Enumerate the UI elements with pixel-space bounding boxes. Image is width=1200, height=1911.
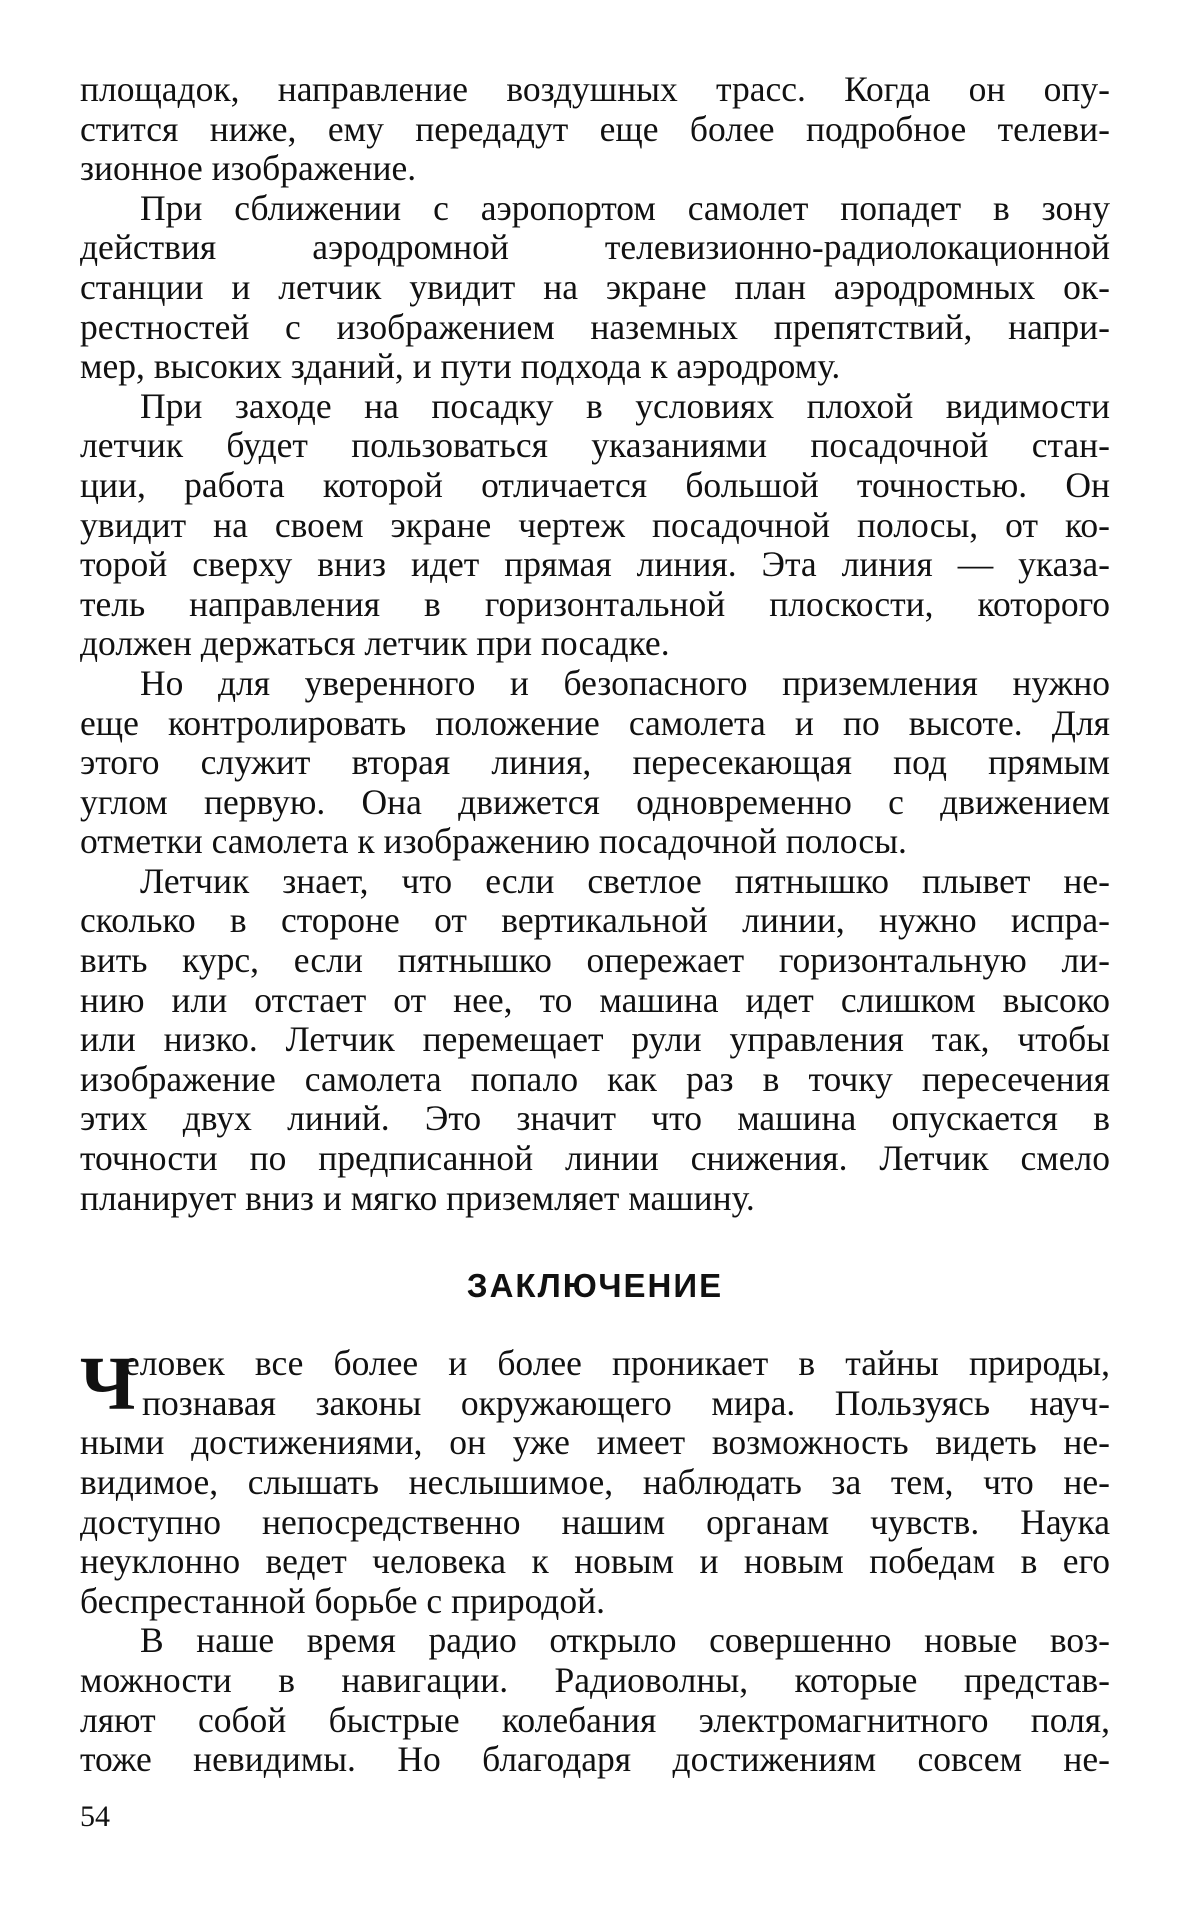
text-line: или низко. Летчик перемещает рули управления так, чтобы: [80, 1019, 1110, 1060]
text-line: нию или отстает от нее, то машина идет слишком высоко: [80, 979, 1110, 1020]
page-body: [80, 70, 1110, 1780]
text-line: неуклонно ведет человека к новым и новым победам в его: [80, 1541, 1110, 1582]
text-line: тель направления в горизонтальной плоскости, которого: [80, 583, 1110, 624]
paragraph: [80, 664, 1110, 862]
text-line: зионное изображение.: [80, 148, 417, 189]
text-line: вить курс, если пятнышко опережает горизонтальную ли-: [80, 940, 1110, 981]
text-line: стится ниже, ему передадут еще более подробное телеви-: [80, 108, 1110, 149]
paragraph: [80, 70, 1110, 189]
text-line: летчик будет пользоваться указаниями посадочной стан-: [80, 425, 1110, 466]
text-line: ции, работа которой отличается большой точностью. Он: [80, 464, 1110, 505]
text-line: мер, высоких зданий, и пути подхода к аэродрому.: [80, 346, 841, 387]
text-line: беспрестанной борьбе с природой.: [80, 1580, 605, 1621]
text-line: точности по предписанной линии снижения. Летчик смело: [80, 1138, 1110, 1179]
text-line: Летчик знает, что если светлое пятнышко плывет не-: [140, 860, 1110, 901]
text-line: торой сверху вниз идет прямая линия. Эта линия — указа-: [80, 544, 1110, 585]
section-heading: ЗАКЛЮЧЕНИЕ: [466, 1267, 724, 1305]
paragraph: [80, 1621, 1110, 1779]
paragraph: [80, 387, 1110, 664]
text-line: Но для уверенного и безопасного приземления нужно: [140, 662, 1110, 703]
text-line: площадок, направление воздушных трасс. Когда он опу-: [80, 69, 1110, 109]
text-line: доступно непосредственно нашим органам чувств. Наука: [80, 1501, 1110, 1542]
text-line: отметки самолета к изображению посадочной полосы.: [80, 821, 907, 862]
text-line: рестностей с изображением наземных препятствий, напри-: [80, 306, 1110, 347]
text-line: планирует вниз и мягко приземляет машину.: [80, 1177, 755, 1218]
text-line: увидит на своем экране чертеж посадочной полосы, от ко-: [80, 504, 1110, 545]
text-line: еще контролировать положение самолета и по высоте. Для: [80, 702, 1110, 743]
dropcap-paragraph: [80, 1344, 1110, 1621]
paragraph: [80, 862, 1110, 1218]
text-line: В наше время радио открыло совершенно новые воз-: [140, 1620, 1110, 1661]
text-line: еловек все более и более проникает в тайны природы,: [124, 1343, 1110, 1384]
text-line: познавая законы окружающего мира. Пользуясь науч-: [142, 1382, 1110, 1423]
text-line: При сближении с аэропортом самолет попадет в зону: [140, 187, 1110, 228]
text-line: сколько в стороне от вертикальной линии, нужно испра-: [80, 900, 1110, 941]
text-line: можности в навигации. Радиоволны, которые представ-: [80, 1659, 1110, 1700]
text-line: тоже невидимы. Но благодаря достижениям совсем не-: [80, 1739, 1110, 1780]
text-line: ляют собой быстрые колебания электромагнитного поля,: [80, 1699, 1110, 1740]
text-line: действия аэродромной телевизионно-радиолокационной: [80, 227, 1110, 268]
text-line: этих двух линий. Это значит что машина опускается в: [80, 1098, 1110, 1139]
text-line: этого служит вторая линия, пересекающая под прямым: [80, 742, 1110, 783]
page-number: 54: [80, 1800, 110, 1833]
text-line: ными достижениями, он уже имеет возможность видеть не-: [80, 1422, 1110, 1463]
text-line: При заходе на посадку в условиях плохой видимости: [140, 385, 1110, 426]
text-line: станции и летчик увидит на экране план аэродромных ок-: [80, 266, 1110, 307]
text-line: изображение самолета попало как раз в точку пересечения: [80, 1058, 1110, 1099]
text-line: должен держаться летчик при посадке.: [80, 623, 670, 664]
text-line: видимое, слышать неслышимое, наблюдать за тем, что не-: [80, 1462, 1110, 1502]
text-line: углом первую. Она движется одновременно с движением: [80, 781, 1110, 822]
drop-cap-letter: Ч: [80, 1342, 136, 1427]
paragraph: [80, 189, 1110, 387]
